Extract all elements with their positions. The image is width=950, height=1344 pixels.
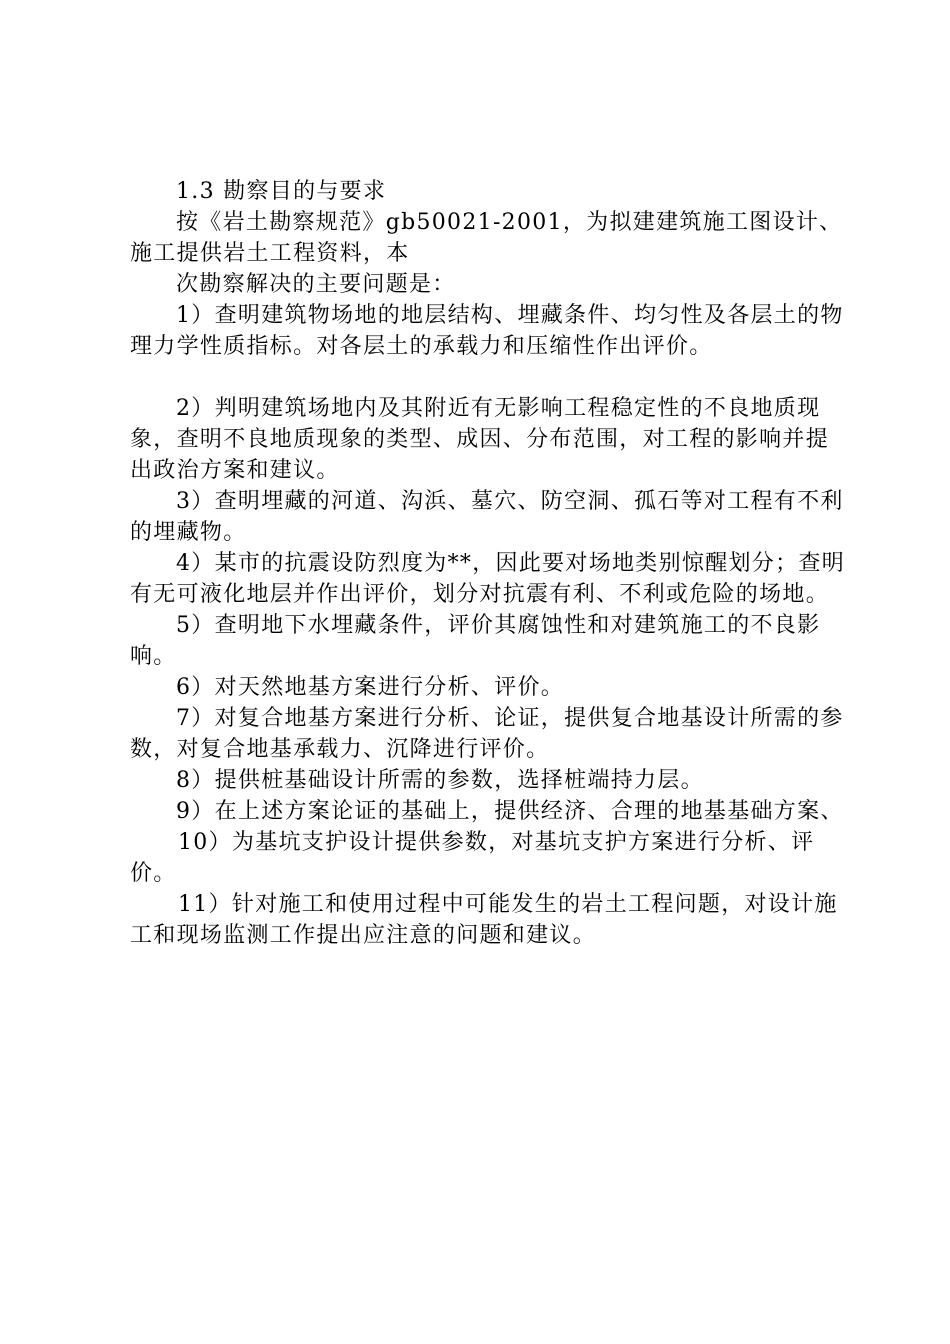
list-item-8: 8）提供桩基础设计所需的参数，选择桩端持力层。: [176, 768, 704, 793]
list-item-6: 6）对天然地基方案进行分析、评价。: [176, 675, 565, 700]
intro-paragraph: 按《岩土勘察规范》gb50021-2001，为拟建建筑施工图设计、施工提供岩土工程资料，本: [130, 210, 843, 266]
list-item-5: 5）查明地下水埋藏条件，评价其腐蚀性和对建筑施工的不良影响。: [130, 613, 821, 669]
paragraph-gap: [130, 362, 850, 393]
list-item-7: 7）对复合地基方案进行分析、论证，提供复合地基设计所需的参数，对复合地基承载力、沉降进行评价。: [130, 706, 844, 762]
list-item-1: 1）查明建筑物场地的地层结构、埋藏条件、均匀性及各层土的物理力学性质指标。对各层土的承载力和压缩性作出评价。: [130, 303, 844, 359]
section-heading: 1.3 勘察目的与要求: [176, 179, 387, 204]
list-item-9: 9）在上述方案论证的基础上，提供经济、合理的地基基础方案、: [176, 799, 844, 824]
intro-paragraph-continued: 次勘察解决的主要问题是：: [176, 272, 456, 297]
list-item-10: 10）为基坑支护设计提供参数，对基坑支护方案进行分析、评价。: [130, 830, 815, 886]
list-item-2: 2）判明建筑场地内及其附近有无影响工程稳定性的不良地质现象，查明不良地质现象的类型、成因、分布范围，对工程的影响并提出政治方案和建议。: [130, 396, 830, 483]
document-body: [130, 176, 850, 951]
list-item-4: 4）某市的抗震设防烈度为**，因此要对场地类别惊醒划分；查明有无可液化地层并作出评价，划分对抗震有利、不利或危险的场地。: [130, 551, 845, 607]
list-item-3: 3）查明埋藏的河道、沟浜、墓穴、防空洞、孤石等对工程有不利的埋藏物。: [130, 489, 844, 545]
list-item-11: 11）针对施工和使用过程中可能发生的岩土工程问题，对设计施工和现场监测工作提出应注意的问题和建议。: [130, 892, 838, 948]
